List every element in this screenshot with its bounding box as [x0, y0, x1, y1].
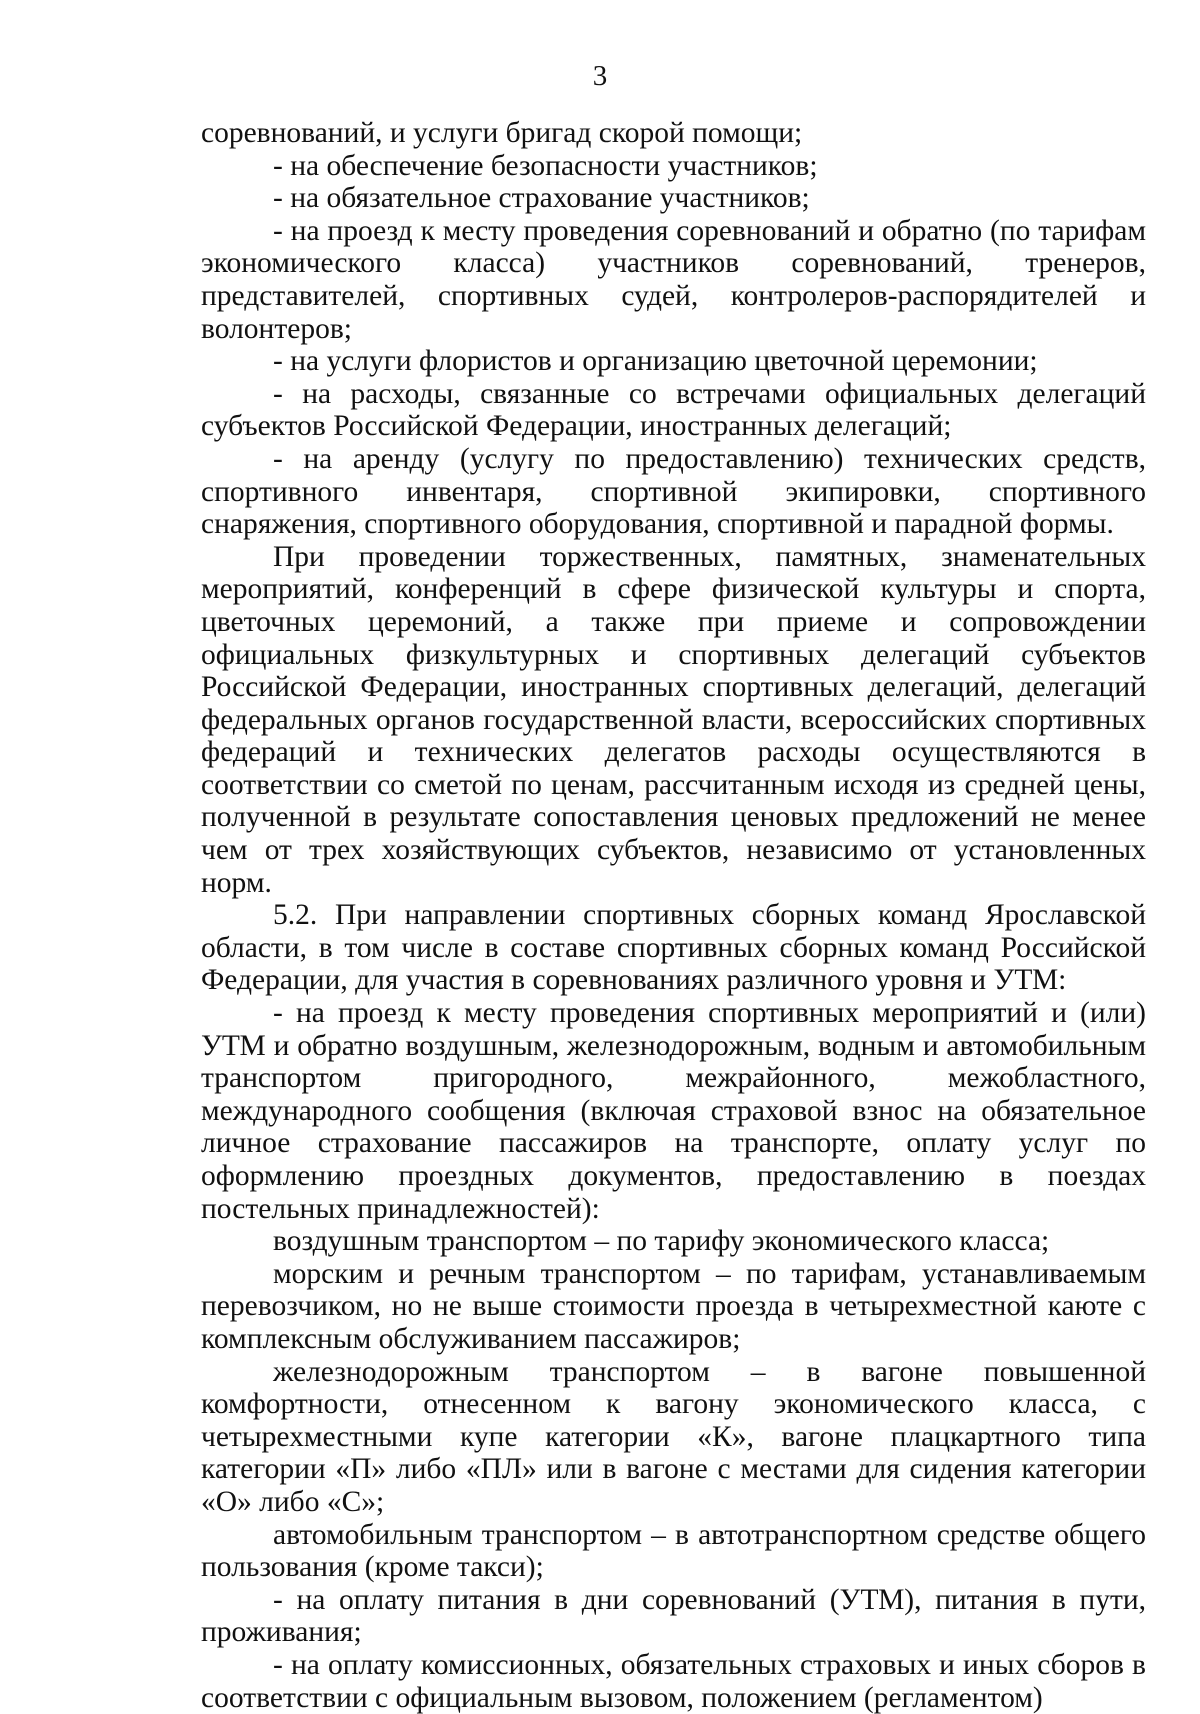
- list-item-fees: - на оплату комиссионных, обязательных страховых и иных сборов в соответствии с официальным вызовом, положением (регламентом): [201, 1648, 1146, 1714]
- list-item-meals-lodging: - на оплату питания в дни соревнований (УТМ), питания в пути, проживания;: [201, 1583, 1146, 1649]
- paragraph-water-transport: морским и речным транспортом – по тарифам, устанавливаемым перевозчиком, но не выше стоимости проезда в четырехместной каюте с комплексным обслуживанием пассажиров;: [201, 1257, 1146, 1355]
- document-body: [201, 117, 1146, 1714]
- list-item-rental: - на аренду (услугу по предоставлению) технических средств, спортивного инвентаря, спортивной экипировки, спортивного снаряжения, спортивного оборудования, спортивной и парадной формы.: [201, 442, 1146, 541]
- page-number: 3: [592, 60, 608, 92]
- paragraph-ceremonies: При проведении торжественных, памятных, знаменательных мероприятий, конференций в сфере физической культуры и спорта, цветочных церемоний, а также при приеме и сопровождении официальных физкультурных и спортивных делегаций субъектов Российской Федерации, иностранных спортивных делегаций, делегаций федеральных органов государственной власти, всероссийских спортивных федераций и технических делегатов расходы осуществляются в соответствии со сметой по ценам, рассчитанным исходя из средней цены, полученной в результате сопоставления ценовых предложений не менее чем от трех хозяйствующих субъектов, независимо от установленных норм.: [201, 540, 1146, 899]
- list-item-florists: - на услуги флористов и организацию цветочной церемонии;: [273, 345, 1038, 378]
- paragraph-air-transport: воздушным транспортом – по тарифу экономического класса;: [273, 1225, 1050, 1258]
- list-item-travel: - на проезд к месту проведения соревнований и обратно (по тарифам экономического класса) участников соревнований, тренеров, представителей, спортивных судей, контролеров-распорядителей и волонтеров;: [201, 214, 1146, 345]
- list-item-delegations: - на расходы, связанные со встречами официальных делегаций субъектов Российской Федерации, иностранных делегаций;: [201, 377, 1146, 443]
- list-item-transport: - на проезд к месту проведения спортивных мероприятий и (или) УТМ и обратно воздушным, железнодорожным, водным и автомобильным транспортом пригородного, межрайонного, межобластного, международного сообщения (включая страховой взнос на обязательное личное страхование пассажиров на транспорте, оплату услуг по оформлению проездных документов, предоставлению в поездах постельных принадлежностей):: [201, 997, 1146, 1225]
- paragraph-road-transport: автомобильным транспортом – в автотранспортном средстве общего пользования (кроме такси);: [201, 1518, 1146, 1584]
- paragraph-rail-transport: железнодорожным транспортом – в вагоне повышенной комфортности, отнесенном к вагону экономического класса, с четырехместными купе категории «К», вагоне плацкартного типа категории «П» либо «ПЛ» или в вагоне с местами для сидения категории «О» либо «С»;: [201, 1355, 1146, 1518]
- list-item-insurance: - на обязательное страхование участников;: [273, 182, 810, 215]
- section-5-2: 5.2. При направлении спортивных сборных команд Ярославской области, в том числе в составе спортивных сборных команд Российской Федерации, для участия в соревнованиях различного уровня и УТМ:: [201, 899, 1146, 997]
- list-item-safety: - на обеспечение безопасности участников;: [273, 149, 818, 182]
- paragraph-continuation: соревнований, и услуги бригад скорой помощи;: [201, 117, 803, 149]
